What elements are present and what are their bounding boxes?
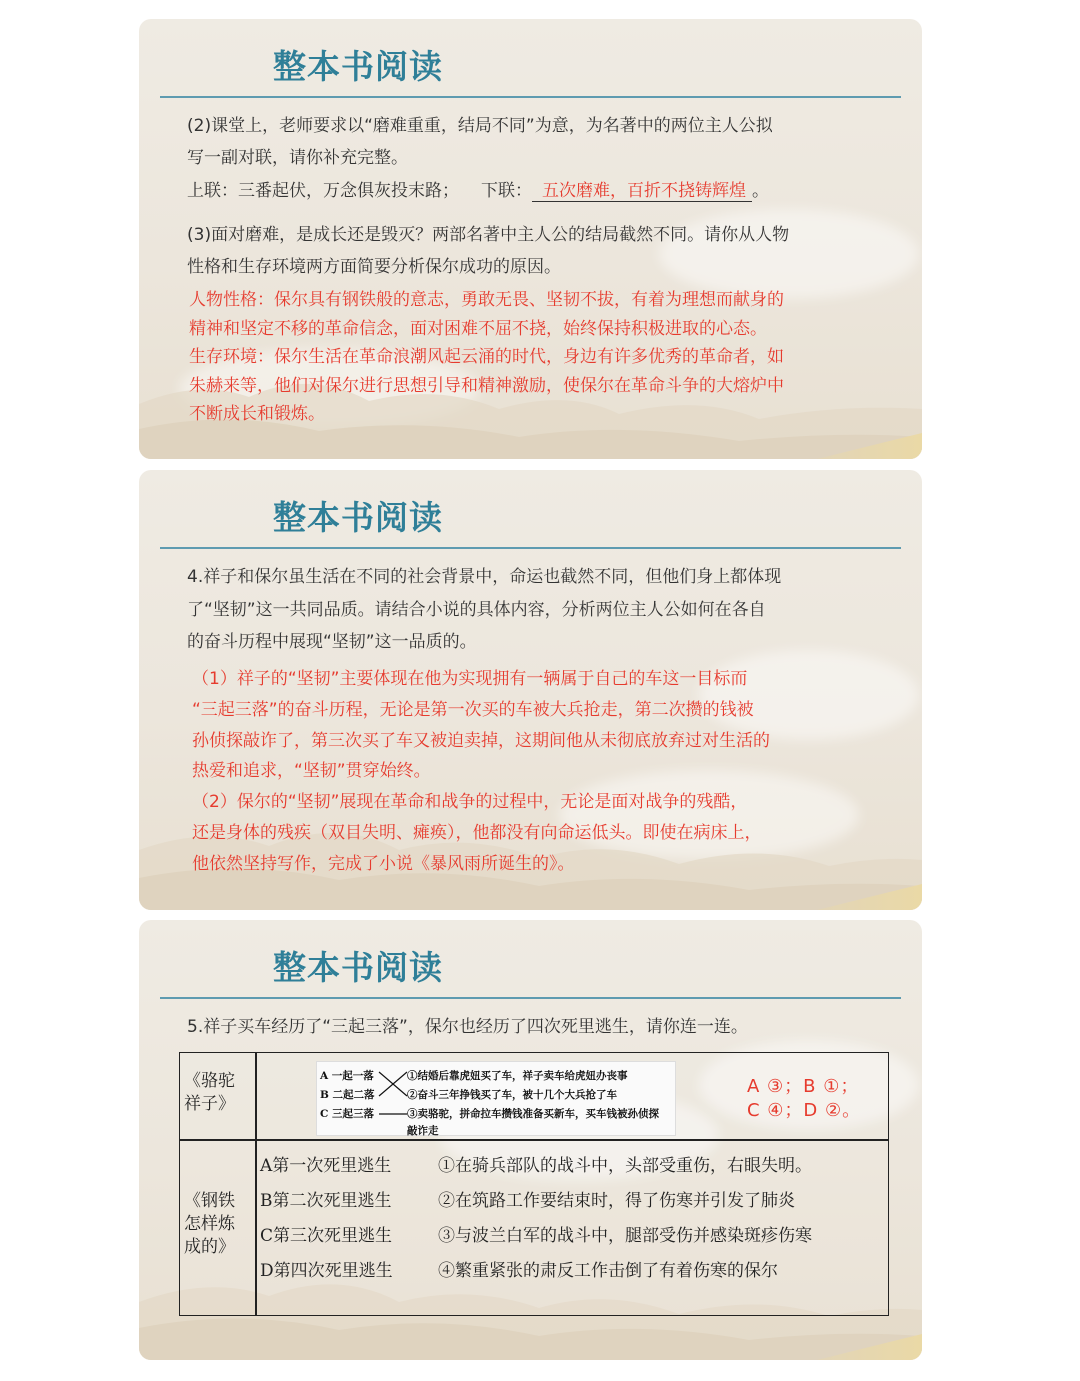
question-line: 了“坚韧”这一共同品质。请结合小说的具体内容，分析两位主人公如何在各自 bbox=[187, 599, 766, 620]
matching-exercise-image bbox=[316, 1061, 676, 1136]
slide-2 bbox=[139, 470, 922, 910]
question-line: (2)课堂上，老师要求以“磨难重重，结局不同”为意，为名著中的两位主人公拟 bbox=[187, 116, 773, 136]
cause-item: ③与波兰白军的战斗中，腿部受伤并感染斑疹伤寒 bbox=[438, 1226, 812, 1246]
cause-item: ②在筑路工作要结束时，得了伤寒并引发了肺炎 bbox=[438, 1191, 795, 1211]
escape-item: A第一次死里逃生 bbox=[260, 1156, 392, 1176]
answer-line: “三起三落”的奋斗历程，无论是第一次买的车被大兵抢走，第二次攒的钱被 bbox=[192, 699, 754, 720]
cross-lines bbox=[377, 1066, 409, 1121]
couplet-line bbox=[187, 174, 882, 208]
escape-item: C第三次死里逃生 bbox=[260, 1226, 393, 1246]
answer-line: 精神和坚定不移的革命信念，面对困难不屈不挠，始终保持积极进取的心态。 bbox=[189, 318, 767, 339]
question-5: 5.祥子买车经历了“三起三落”，保尔也经历了四次死里逃生，请你连一连。 bbox=[187, 1017, 748, 1037]
question-line: 写一副对联，请你补充完整。 bbox=[187, 148, 408, 168]
cause-item: ①在骑兵部队的战斗中，头部受重伤，右眼失明。 bbox=[438, 1156, 812, 1176]
upper-couplet: 上联：三番起伏，万念俱灰投末路； bbox=[187, 181, 459, 201]
question-2 bbox=[187, 110, 882, 208]
inset-option: ②奋斗三年挣钱买了车，被十几个大兵抢了车 bbox=[407, 1089, 617, 1101]
slide-title: 整本书阅读 bbox=[273, 498, 443, 537]
question-3 bbox=[187, 219, 882, 283]
book-camel-xiangzi: 《骆驼 祥子》 bbox=[184, 1071, 235, 1114]
slide-title: 整本书阅读 bbox=[273, 948, 443, 987]
answer-line: 不断成长和锻炼。 bbox=[189, 404, 325, 424]
question-4 bbox=[187, 561, 882, 659]
question-line: 性格和生存环境两方面简要分析保尔成功的原因。 bbox=[187, 257, 561, 277]
book-steel: 《钢铁 怎样炼 成的》 bbox=[184, 1191, 235, 1257]
slide-1 bbox=[139, 19, 922, 459]
answer-4 bbox=[192, 664, 882, 880]
answer-3 bbox=[189, 286, 882, 429]
answer-line: 热爱和追求，“坚韧”贯穿始终。 bbox=[192, 761, 431, 782]
lower-couplet-label: 下联： bbox=[481, 181, 532, 201]
title-divider bbox=[160, 96, 901, 98]
matching-answer: A ③；B ①； C ④；D ②。 bbox=[747, 1076, 862, 1121]
inset-option: ③卖骆驼，拼命拉车攒钱准备买新车，买车钱被孙侦探 bbox=[407, 1108, 659, 1120]
answer-line: 还是身体的残疾（双目失明、瘫痪），他都没有向命运低头。即使在病床上， bbox=[192, 822, 762, 843]
lower-couplet-answer: 五次磨难，百折不挠铸辉煌 bbox=[532, 181, 752, 202]
answer-line: 孙侦探敲诈了，第三次买了车又被迫卖掉，这期间他从未彻底放弃过对生活的 bbox=[192, 730, 770, 751]
inset-label: B 二起二落 bbox=[320, 1089, 375, 1101]
answer-line: 朱赫来等，他们对保尔进行思想引导和精神激励，使保尔在革命斗争的大熔炉中 bbox=[189, 375, 784, 396]
answer-line: （2）保尔的“坚韧”展现在革命和战争的过程中，无论是面对战争的残酷， bbox=[192, 792, 748, 813]
inset-label: C 三起三落 bbox=[320, 1108, 375, 1120]
escape-item: B第二次死里逃生 bbox=[260, 1191, 392, 1211]
matching-table bbox=[179, 1052, 889, 1316]
answer-line: 人物性格：保尔具有钢铁般的意志，勇敢无畏、坚韧不拔，有着为理想而献身的 bbox=[189, 290, 784, 310]
end-mark: 。 bbox=[752, 181, 769, 201]
slide-3 bbox=[139, 920, 922, 1360]
inset-label: A 一起一落 bbox=[320, 1070, 374, 1082]
answer-line: 生存环境：保尔生活在革命浪潮风起云涌的时代，身边有许多优秀的革命者，如 bbox=[189, 347, 784, 367]
question-line: 的奋斗历程中展现“坚韧”这一品质的。 bbox=[187, 632, 477, 652]
slide-title: 整本书阅读 bbox=[273, 47, 443, 86]
question-line: (3)面对磨难，是成长还是毁灭？两部名著中主人公的结局截然不同。请你从人物 bbox=[187, 225, 790, 245]
inset-option: 敲诈走 bbox=[407, 1125, 439, 1137]
question-line: 4.祥子和保尔虽生活在不同的社会背景中，命运也截然不同，但他们身上都体现 bbox=[187, 567, 782, 587]
answer-line: 他依然坚持写作，完成了小说《暴风雨所诞生的》。 bbox=[192, 853, 575, 874]
escape-item: D第四次死里逃生 bbox=[260, 1261, 393, 1281]
title-divider bbox=[160, 547, 901, 549]
cause-item: ④繁重紧张的肃反工作击倒了有着伤寒的保尔 bbox=[438, 1261, 778, 1281]
answer-line: （1）祥子的“坚韧”主要体现在他为实现拥有一辆属于自己的车这一目标而 bbox=[192, 669, 748, 689]
inset-option: ①结婚后靠虎妞买了车，祥子卖车给虎妞办丧事 bbox=[407, 1070, 628, 1082]
title-divider bbox=[160, 997, 901, 999]
